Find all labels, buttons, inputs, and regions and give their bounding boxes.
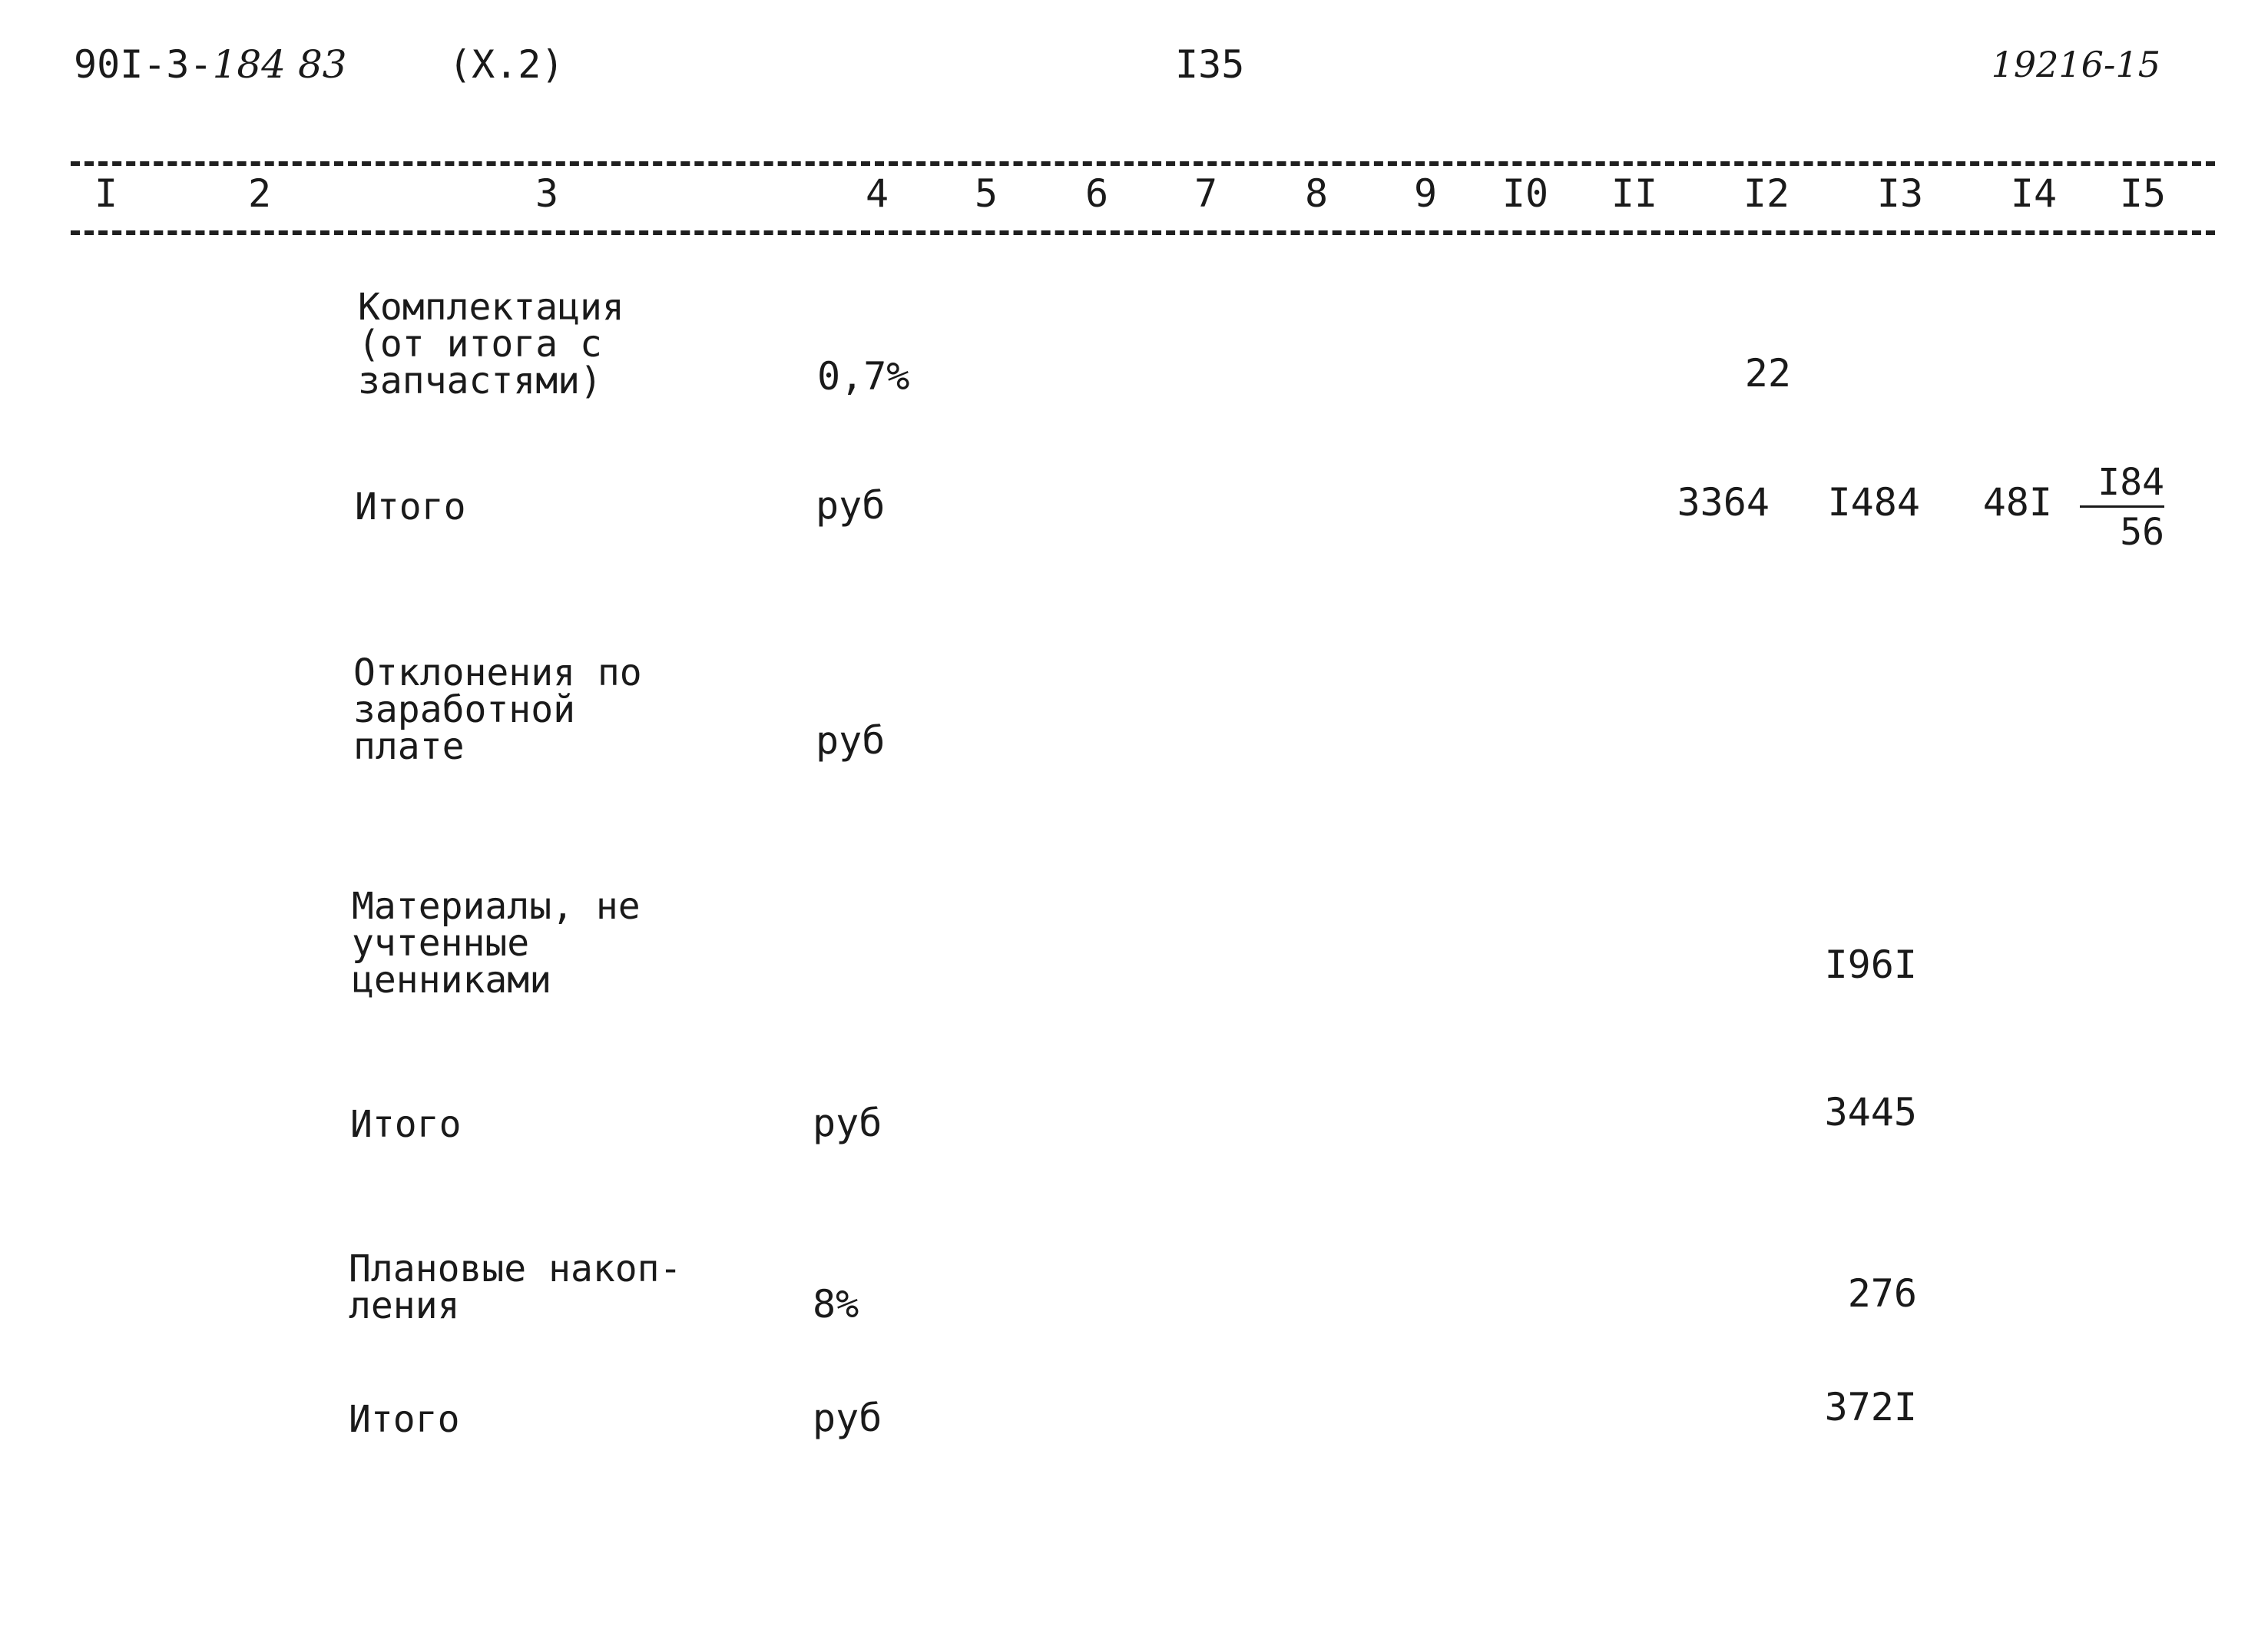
row-value-col12: 22 (1744, 351, 1791, 396)
row-item-name: Итого (349, 1398, 460, 1441)
column-number: I3 (1876, 171, 1924, 216)
row-item-name: Итого (355, 485, 466, 528)
page-number: I35 (1175, 42, 1245, 87)
row-value-col13: 276 (1847, 1271, 1917, 1316)
header-rule-top (71, 161, 2215, 166)
document-code-prefix: 90I-3- (74, 42, 213, 87)
row-item-name: Материалы, не учтенные ценниками (352, 885, 641, 1002)
column-number: I2 (1743, 171, 1790, 216)
row-unit: 8% (813, 1282, 859, 1327)
row-item-name: Отклонения по заработной плате (353, 651, 642, 768)
column-number: I5 (2119, 171, 2167, 216)
row-item-name: Плановые накоп- ления (349, 1247, 682, 1327)
row-item-name: Итого (350, 1103, 462, 1146)
registration-number: 19216-15 (1991, 44, 2160, 85)
row-item-name: Комплектация (от итога с запчастями) (358, 286, 624, 402)
document-code-handwritten: 184 83 (212, 42, 347, 87)
section-label: (X.2) (449, 42, 565, 87)
column-number: I (94, 171, 118, 216)
column-number: 4 (865, 171, 889, 216)
fraction-bar (2080, 505, 2164, 508)
row-unit: 0,7% (817, 354, 910, 399)
column-number: 8 (1304, 171, 1329, 216)
fraction-numerator: I84 (2097, 461, 2164, 504)
row-value-col15-fraction (2080, 462, 2164, 552)
document-code (74, 40, 347, 89)
row-unit: руб (813, 1396, 882, 1440)
row-value-col14: 48I (1982, 480, 2052, 525)
header-rule-bottom (71, 230, 2215, 235)
row-value-col13: I96I (1824, 942, 1917, 987)
row-value-col13: I484 (1827, 480, 1920, 525)
row-unit: руб (816, 483, 886, 528)
column-number: 6 (1084, 171, 1109, 216)
column-number: I4 (2010, 171, 2058, 216)
row-value-col12: 3364 (1677, 480, 1770, 525)
row-unit: руб (816, 718, 886, 763)
fraction-denominator: 56 (2120, 511, 2164, 554)
row-value-col13: 372I (1824, 1385, 1917, 1429)
column-number: I0 (1502, 171, 1549, 216)
column-number: II (1611, 171, 1658, 216)
column-number: 9 (1413, 171, 1438, 216)
row-value-col13: 3445 (1824, 1090, 1917, 1134)
column-number: 7 (1194, 171, 1218, 216)
column-number: 5 (974, 171, 998, 216)
row-unit: руб (813, 1101, 882, 1145)
column-number: 3 (535, 171, 559, 216)
column-number: 2 (247, 171, 272, 216)
